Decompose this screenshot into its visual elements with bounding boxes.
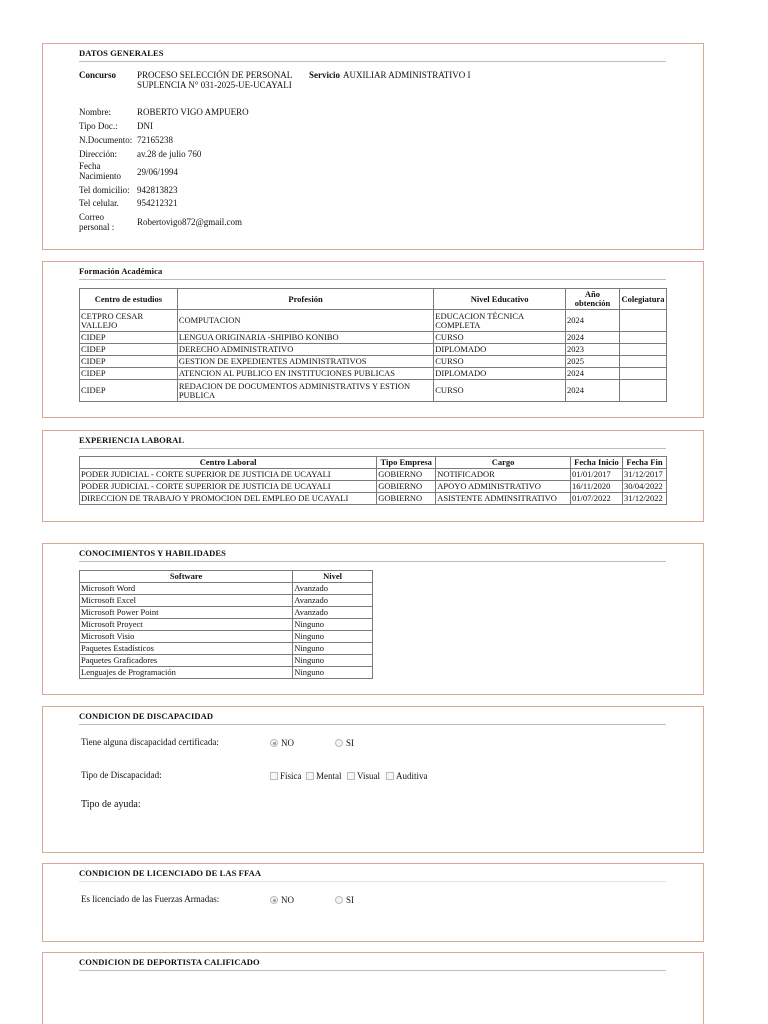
cell: 2024 [566,310,620,332]
cell: CIDEP [80,356,178,368]
direccion-label: Dirección: [79,149,117,159]
table-header: Profesión [177,289,433,310]
cell: CURSO [434,356,566,368]
cell: Lenguajes de Programación [80,667,293,679]
deportista-section [42,952,704,1024]
option-label: Física [280,771,302,781]
radio-selected-icon[interactable] [270,896,278,904]
cell: ASISTENTE ADMINSITRATIVO [436,493,571,505]
concurso-value-line1: PROCESO SELECCIÓN DE PERSONAL [137,70,293,80]
cell: Microsoft Power Point [80,607,293,619]
cell: Ninguno [293,631,373,643]
nombre-label: Nombre: [79,107,111,117]
section-title: CONDICION DE LICENCIADO DE LAS FFAA [79,868,262,878]
n-documento-label: N.Documento: [79,135,133,145]
checkbox-icon[interactable] [306,772,314,780]
licenciado-no-option[interactable] [270,895,294,905]
cell: GESTION DE EXPEDIENTES ADMINISTRATIVOS [177,356,433,368]
table-row [80,481,667,493]
nombre-value: ROBERTO VIGO AMPUERO [137,107,249,117]
cell: DIRECCION DE TRABAJO Y PROMOCION DEL EMPLEO DE UCAYALI [80,493,377,505]
table-row [80,655,373,667]
table-header: Software [80,571,293,583]
cell: DERECHO ADMINISTRATIVO [177,344,433,356]
table-row [80,310,667,332]
discapacidad-question: Tiene alguna discapacidad certificada: [81,737,219,747]
tipo-doc-label: Tipo Doc.: [79,121,118,131]
cell [619,344,666,356]
cell: CIDEP [80,344,178,356]
cell: CIDEP [80,368,178,380]
divider [79,279,666,280]
table-row [80,667,373,679]
table-row [80,619,373,631]
cell: PODER JUDICIAL - CORTE SUPERIOR DE JUSTICIA DE UCAYALI [80,469,377,481]
formacion-section [42,261,704,418]
cell: Ninguno [293,619,373,631]
table-header: Nivel [293,571,373,583]
discapacidad-si-option[interactable] [335,738,354,748]
licenciado-si-option[interactable] [335,895,354,905]
cell: 01/07/2022 [571,493,623,505]
checkbox-icon[interactable] [386,772,394,780]
cell: 2024 [566,368,620,380]
option-label: Mental [316,771,342,781]
cell: NOTIFICADOR [436,469,571,481]
experiencia-table [79,456,667,505]
licenciado-question: Es licenciado de las Fuerzas Armadas: [81,894,220,904]
cell: Microsoft Visio [80,631,293,643]
option-label: SI [346,738,355,748]
cell: 31/12/2017 [622,469,666,481]
tipo-visual-checkbox[interactable] [347,771,380,781]
divider [79,724,666,725]
experiencia-section [42,430,704,522]
tipo-doc-value: DNI [137,121,153,131]
option-label: Visual [357,771,380,781]
cell: Microsoft Excel [80,595,293,607]
table-row [80,332,667,344]
cell: GOBIERNO [377,469,436,481]
cell: LENGUA ORIGINARIA -SHIPIBO KONIBO [177,332,433,344]
section-title: CONOCIMIENTOS Y HABILIDADES [79,548,226,558]
cell: EDUCACION TÉCNICA COMPLETA [434,310,566,332]
cell: Ninguno [293,667,373,679]
cell: CIDEP [80,380,178,402]
conocimientos-table [79,570,373,679]
cell: Microsoft Proyect [80,619,293,631]
radio-selected-icon[interactable] [270,739,278,747]
option-label: NO [281,895,294,905]
fecha-nacimiento-value: 29/06/1994 [137,167,179,177]
tipo-auditiva-checkbox[interactable] [386,771,428,781]
divider [79,881,666,882]
cell: 2023 [566,344,620,356]
datos-generales-section [42,43,704,250]
table-row [80,631,373,643]
cell: 2025 [566,356,620,368]
discapacidad-section [42,706,704,853]
conocimientos-section [42,543,704,695]
option-label: NO [281,738,294,748]
concurso-label: Concurso [79,70,117,80]
cell: 30/04/2022 [622,481,666,493]
cell [619,310,666,332]
section-title: CONDICION DE DISCAPACIDAD [79,711,214,721]
tipo-fisica-checkbox[interactable] [270,771,302,781]
cell: GOBIERNO [377,493,436,505]
cell: 2024 [566,332,620,344]
cell: DIPLOMADO [434,368,566,380]
cell: Avanzado [293,583,373,595]
tipo-mental-checkbox[interactable] [306,771,342,781]
cell: DIPLOMADO [434,344,566,356]
table-header: Nivel Educativo [434,289,566,310]
table-row [80,469,667,481]
concurso-value-line2: SUPLENCIA N° 031-2025-UE-UCAYALI [137,80,292,90]
cell: Microsoft Word [80,583,293,595]
cell: Paquetes Estadísticos [80,643,293,655]
table-header: Tipo Empresa [377,457,436,469]
cell [619,368,666,380]
tipo-ayuda-label: Tipo de ayuda: [81,799,141,810]
table-row [80,643,373,655]
tel-domicilio-value: 942813823 [137,185,178,195]
table-header: Centro de estudios [80,289,178,310]
radio-icon[interactable] [335,896,343,904]
cell: CETPRO CESAR VALLEJO [80,310,178,332]
n-documento-value: 72165238 [137,135,173,145]
table-row [80,607,373,619]
table-row [80,356,667,368]
cell: APOYO ADMINISTRATIVO [436,481,571,493]
table-header: Centro Laboral [80,457,377,469]
cell: Ninguno [293,655,373,667]
table-row [80,368,667,380]
checkbox-icon[interactable] [347,772,355,780]
table-header: Colegiatura [619,289,666,310]
table-row [80,380,667,402]
option-label: Auditiva [396,771,428,781]
cell: Avanzado [293,595,373,607]
cell: COMPUTACION [177,310,433,332]
section-title: DATOS GENERALES [79,48,164,58]
servicio-value: AUXILIAR ADMINISTRATIVO I [343,70,471,80]
cell: Paquetes Graficadores [80,655,293,667]
cell: 2024 [566,380,620,402]
cell [619,332,666,344]
radio-icon[interactable] [335,739,343,747]
formacion-table [79,288,667,402]
cell: Avanzado [293,607,373,619]
table-header: Fecha Fin [622,457,666,469]
discapacidad-no-option[interactable] [270,738,294,748]
section-title: Formación Académica [79,266,163,276]
cell: Ninguno [293,643,373,655]
licenciado-section [42,863,704,942]
table-row [80,344,667,356]
checkbox-icon[interactable] [270,772,278,780]
cell: REDACION DE DOCUMENTOS ADMINISTRATIVS Y ESTION PUBLICA [177,380,433,402]
cell: ATENCION AL PUBLICO EN INSTITUCIONES PUBLICAS [177,368,433,380]
table-row [80,583,373,595]
option-label: SI [346,895,355,905]
divider [79,61,666,62]
divider [79,970,666,971]
cell: 31/12/2022 [622,493,666,505]
tel-celular-label: Tel celular. [79,198,119,208]
correo-label: Correo personal : [79,212,115,232]
table-header: Año obtención [566,289,620,310]
table-header: Fecha Inicio [571,457,623,469]
cell: 01/01/2017 [571,469,623,481]
section-title: CONDICION DE DEPORTISTA CALIFICADO [79,957,260,967]
cell: PODER JUDICIAL - CORTE SUPERIOR DE JUSTICIA DE UCAYALI [80,481,377,493]
cell: GOBIERNO [377,481,436,493]
tel-domicilio-label: Tel domicilio: [79,185,130,195]
cell [619,356,666,368]
table-header: Cargo [436,457,571,469]
table-row [80,493,667,505]
cell: CIDEP [80,332,178,344]
fecha-nacimiento-label: Fecha Nacimiento [79,161,121,181]
cell [619,380,666,402]
divider [79,561,666,562]
tipo-discapacidad-label: Tipo de Discapacidad: [81,770,162,780]
servicio-label: Servicio [309,70,340,80]
cell: CURSO [434,332,566,344]
cell: CURSO [434,380,566,402]
cell: 16/11/2020 [571,481,623,493]
divider [79,448,666,449]
table-row [80,595,373,607]
tel-celular-value: 954212321 [137,198,178,208]
correo-value: Robertovigo872@gmail.com [137,217,243,227]
direccion-value: av.28 de julio 760 [137,149,202,159]
section-title: EXPERIENCIA LABORAL [79,435,185,445]
